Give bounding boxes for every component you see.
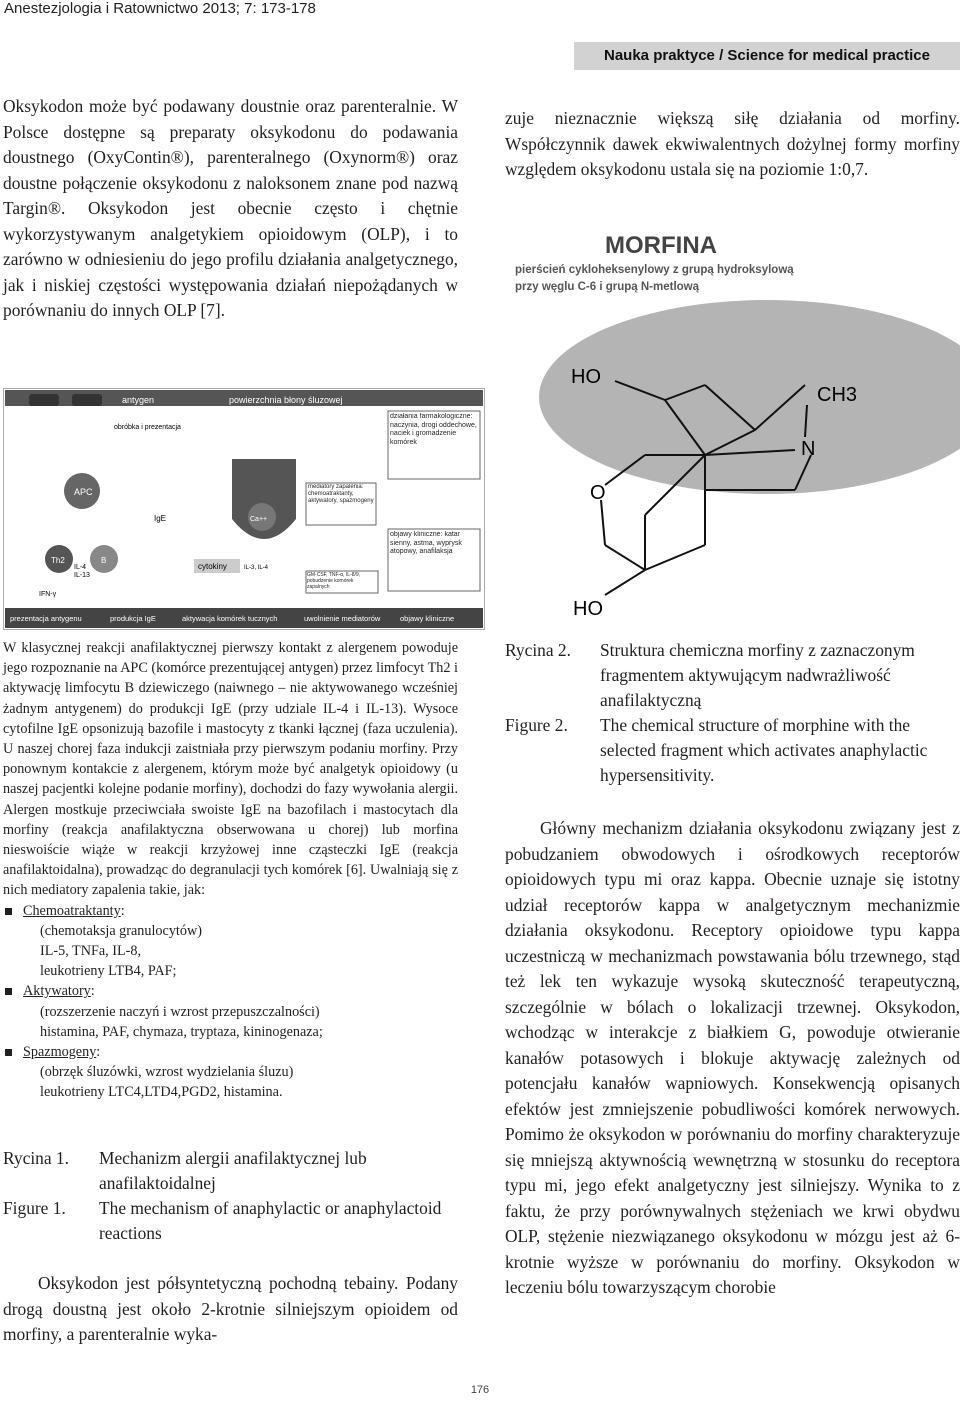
caption-label: Figure 1. — [3, 1198, 66, 1218]
caption-text: The mechanism of anaphylactic or anaphylactoid reactions — [99, 1198, 442, 1243]
highlight-ellipse — [539, 300, 960, 494]
bar-step-3: aktywacja komórek tucznych — [182, 614, 278, 623]
paragraph-text: zuje nieznacznie większą siłę działania od morfiny. Współczynnik dawek ekwiwalentnych dożylnej formy morfiny względem oksykodonu ustala się na poziomie 1:0,7. — [505, 108, 960, 179]
journal-header: Anestezjologia i Ratownictwo 2013; 7: 173-178 — [4, 0, 316, 17]
paragraph-text: Oksykodon jest półsyntetyczną pochodną tebainy. Podany drogą doustną jest około 2-krotnie silniejszym opioidem od morfiny, a parenteralnie wyka- — [3, 1273, 458, 1344]
figure-1-description — [3, 638, 458, 1103]
il34-label: IL-3, IL-4 — [244, 565, 269, 571]
left-bottom-paragraph — [3, 1271, 458, 1348]
antigen-receptor — [29, 394, 59, 406]
n-label: N — [801, 438, 816, 460]
mediator-item: Spazmogeny: (obrzęk śluzówki, wzrost wydzielania śluzu) leukotrieny LTC4,LTD4,PGD2, histamina. — [3, 1042, 458, 1103]
section-title: Nauka praktyce / Science for medical practice — [574, 42, 960, 70]
caption-text: Mechanizm alergii anafilaktycznej lub anafilaktoidalnej — [99, 1148, 367, 1193]
apc-label: APC — [74, 487, 93, 497]
mediatory-label: mediatory zapalenia: chemoatraktanty, aktywatory, spazmogeny — [308, 484, 374, 504]
ca-label: Ca++ — [250, 516, 268, 523]
gm-label: GM-CSF, TNF-α, IL-8/9, pobudzenie komórek zapalnych — [307, 572, 361, 590]
il13-label: IL-13 — [74, 572, 90, 579]
paragraph-text: Oksykodon może być podawany doustnie oraz parenteralnie. W Polsce dostępne są preparaty oksykodonu do podawania doustnego (OxyContin®), parenteralnego (Oxynorm®) oraz doustne połączenie oksykodonu z naloksonem znane pod nazwą Targin®. Oksykodon jest obecnie często i chętnie wykorzystywanym analgetykiem opioidowym (OLP), i to zarówno w odniesieniu do jego profilu działania analgetycznego, jak i niskiej częstości występowania działań niepożądanych w porównaniu do innych OLP [7]. — [3, 96, 458, 320]
mediator-detail: histamina, PAF, chymaza, tryptaza, kininogenaza; — [40, 1023, 323, 1040]
caption-text: Struktura chemiczna morfiny z zaznaczonym fragmentem aktywującym nadwrażliwość anafilaktyczną — [600, 640, 915, 710]
morfina-title: MORFINA — [605, 232, 717, 259]
description-text: W klasycznej reakcji anafilaktycznej pierwszy kontakt z alergenem powoduje jego rozpoznanie na APC (komórce prezentującej antygen) przez limfocyt Th2 i aktywację limfocytu B dziewiczego (naiwnego – nie aktywowanego wcześniej żadnym antygenem) do produkcji IgE (przy udziale IL-4 i IL-13). Wysoce cytofilne IgE opsonizują bazofile i mastocyty z tkanki łącznej (faza uczulenia). U naszej chorej faza indukcji zaistniała przy pierwszym podaniu morfiny. Przy ponownym kontakcie z alergenem, którym może być analgetyk opioidowy (u naszej pacjentki kolejne podanie morfiny), dochodzi do fazy wywołania alergii. Alergen mostkuje przeciwciała swoiste IgE na bazofilach i mastocytach dla morfiny (reakcja anafilaktyczna obserwowana u chorej) lub morfina nieswoiście wiąże w reakcji krzyżowej inne cząsteczki IgE (reakcja anafilaktoidalna), prowadząc do degranulacji tych komórek [6]. Uwalniają się z nich mediatory zapalenia takie, jak: — [3, 640, 458, 899]
bar-step-1: prezentacja antygenu — [10, 614, 82, 623]
ho-bottom-label: HO — [573, 598, 603, 620]
page-number: 176 — [470, 1384, 490, 1396]
figure-1-diagram — [4, 389, 484, 629]
mediator-detail: (obrzęk śluzówki, wzrost wydzielania śluzu) — [40, 1064, 294, 1081]
ch3-label: CH3 — [817, 384, 858, 406]
obrobka-label: obróbka i prezentacja — [114, 424, 181, 431]
ifn-label: IFN-γ — [39, 591, 57, 598]
mediator-detail: (rozszerzenie naczyń i wzrost przepuszczalności) — [40, 1003, 320, 1020]
powierzchnia-label: powierzchnia błony śluzowej — [229, 395, 343, 405]
bar-step-2: produkcja IgE — [110, 614, 156, 623]
morfina-subtitle-2: przy węglu C-6 i grupą N-metlową — [515, 281, 700, 293]
b-label: B — [101, 556, 107, 565]
mediator-detail: (chemotaksja granulocytów) — [40, 922, 202, 939]
caption-label: Rycina 1. — [3, 1148, 69, 1168]
morfina-subtitle-1: pierścień cykloheksenylowy z grupą hydroksylową — [515, 264, 794, 276]
mediator-term: Spazmogeny — [23, 1044, 97, 1061]
mediator-item: Chemoatraktanty: (chemotaksja granulocytów) IL-5, TNFa, IL-8, leukotrieny LTB4, PAF; — [3, 901, 458, 982]
dzialania-label: działania farmakologiczne: naczynia, drogi oddechowe, naciek i gromadzenie komórek — [390, 413, 477, 446]
th2-label: Th2 — [51, 556, 65, 565]
bar-step-4: uwolnienie mediatorów — [304, 614, 381, 623]
mediator-detail: IL-5, TNFa, IL-8, — [40, 943, 141, 960]
figure-1-allergy-mechanism — [3, 388, 485, 630]
mediator-term: Aktywatory — [23, 983, 91, 1000]
caption-label: Figure 2. — [505, 715, 568, 735]
figure-2-morphine-structure — [505, 215, 960, 630]
figure-2-caption — [505, 638, 960, 788]
paragraph-text: Główny mechanizm działania oksykodonu związany jest z pobudzaniem obwodowych i ośrodkowych receptorów opioidowych typu mi oraz kappa. Obecnie uznaje się istotny udział receptorów kappa w analgetycznym mechanizmie działania oksykodonu. Receptory opioidowe typu kappa uczestniczą w mechanizmach powstawania bólu trzewnego, stąd też lek ten wykazuje wysoką skuteczność terapeutyczną, szczególnie w bólach o lokalizacji trzewnej. Oksykodon, wchodząc w interakcje z białkiem G, powoduje otwieranie kanałów potasowych i blokuje aktywację zależnych od potencjału kanałów wapniowych. Konsekwencją opisanych efektów jest zmniejszenie pobudliwości komórek nerwowych. Pomimo że oksykodon w porównaniu do morfiny charakteryzuje się mniejszą aktywnością wewnętrzną w stosunku do receptora typu mi, jego efekt analgetyczny jest silniejszy. Wynika to z faktu, że przy porównywalnych stężeniach we krwi obydwu OLP, stężenie niezwiązanego oksykodonu w mózgu jest aż 6-krotnie wyższe w porównaniu do morfiny. Oksykodon w leczeniu bólu towarzyszącym chorobie — [505, 818, 960, 1297]
mediators-list — [3, 901, 458, 1103]
antigen-receptor — [72, 394, 102, 406]
ige-label: IgE — [154, 514, 167, 523]
mediator-item: Aktywatory: (rozszerzenie naczyń i wzrost przepuszczalności) histamina, PAF, chymaza, tryptaza, kininogenaza; — [3, 981, 458, 1042]
mediator-detail: leukotrieny LTB4, PAF; — [40, 963, 177, 980]
left-top-paragraph — [3, 94, 458, 324]
caption-label: Rycina 2. — [505, 640, 571, 660]
objawy-label: objawy kliniczne: katar sienny, astma, wyprysk atopowy, anafilaksja — [390, 531, 462, 555]
o-label: O — [590, 482, 606, 504]
morphine-diagram — [505, 215, 960, 630]
antygen-label: antygen — [122, 395, 155, 405]
caption-text: The chemical structure of morphine with the selected fragment which activates anaphylactic hypersensitivity. — [600, 715, 928, 785]
mediator-detail: leukotrieny LTC4,LTD4,PGD2, histamina. — [40, 1084, 283, 1101]
mediator-term: Chemoatraktanty — [23, 902, 121, 919]
bar-step-5: objawy kliniczne — [400, 614, 455, 623]
right-bottom-paragraph — [505, 816, 960, 1301]
il4-label: IL-4 — [74, 564, 87, 571]
ho-top-label: HO — [571, 366, 601, 388]
right-top-paragraph — [505, 106, 960, 183]
figure-1-caption — [3, 1146, 458, 1246]
cytokiny-label: cytokiny — [198, 562, 227, 571]
